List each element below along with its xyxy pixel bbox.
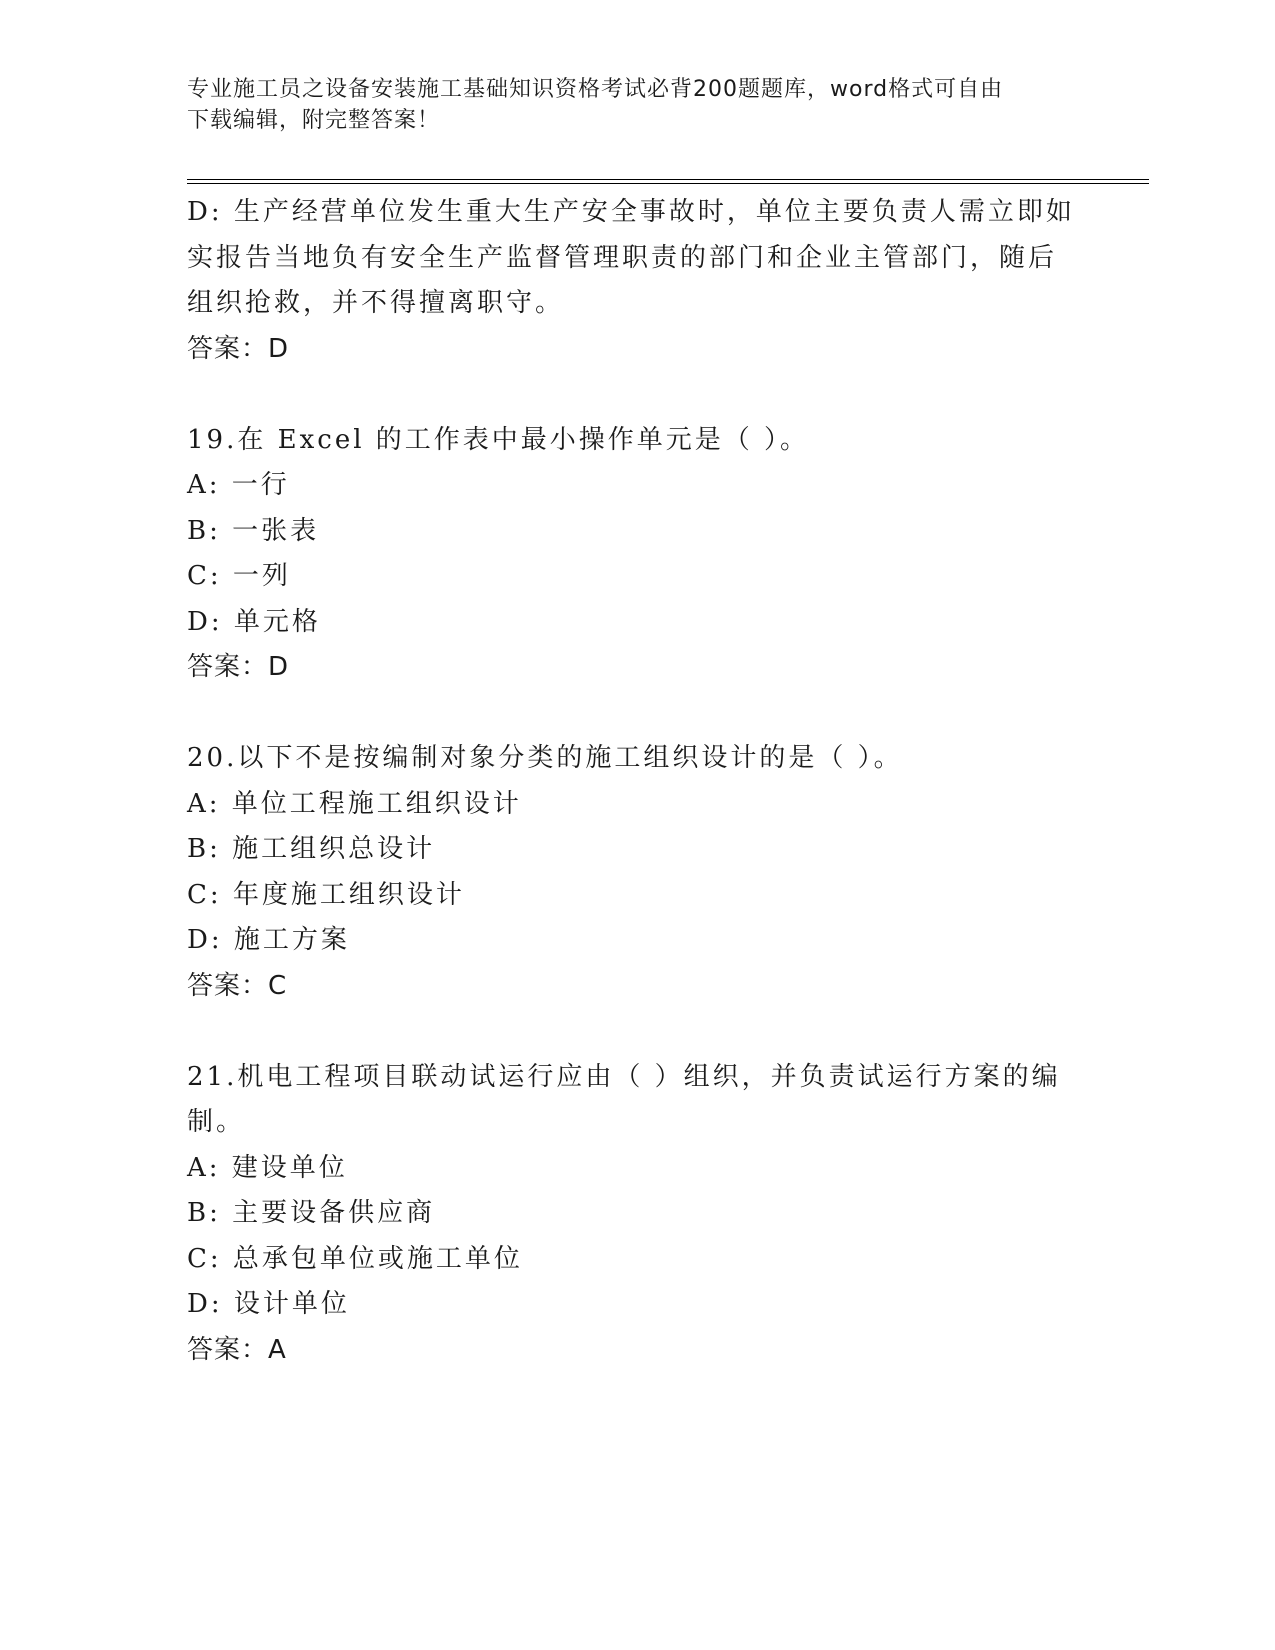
answer-line: 答案：C (187, 970, 288, 1001)
question-stem: 20.以下不是按编制对象分类的施工组织设计的是（ ）。 (187, 743, 903, 773)
answer-line: 答案：D (187, 652, 290, 682)
option-c: C: 总承包单位或施工单位 (187, 1243, 523, 1274)
question-stem: 19.在 Excel 的工作表中最小操作单元是（ ）。 (187, 424, 810, 455)
question-content (187, 190, 1087, 1373)
header-divider-bottom (187, 183, 1149, 184)
question-19 (187, 418, 1087, 691)
option-d-line: D: 生产经营单位发生重大生产安全事故时，单位主要负责人需立即如 (187, 197, 1075, 227)
option-d-line: 实报告当地负有安全生产监督管理职责的部门和企业主管部门，随后 (187, 242, 1058, 273)
option-c: C: 年度施工组织设计 (187, 879, 465, 910)
header-divider-top (187, 179, 1149, 180)
option-d: D: 施工方案 (187, 925, 350, 955)
option-b: B: 一张表 (187, 515, 320, 546)
answer-line: 答案：A (187, 1334, 287, 1365)
prev-question (187, 190, 1087, 372)
question-21 (187, 1055, 1087, 1374)
question-stem-continued: 制。 (187, 1107, 246, 1137)
document-header: 专业施工员之设备安装施工基础知识资格考试必背200题题库，word格式可自由 下载编辑，附完整答案！ (187, 77, 1004, 133)
option-a: A: 一行 (187, 470, 290, 500)
question-stem: 21.机电工程项目联动试运行应由（ ）组织，并负责试运行方案的编 (187, 1061, 1061, 1092)
option-d-line: 组织抢救，并不得擅离职守。 (187, 288, 565, 318)
option-b: B: 施工组织总设计 (187, 834, 436, 864)
option-c: C: 一列 (187, 561, 291, 591)
option-d: D: 单元格 (187, 606, 321, 637)
option-d: D: 设计单位 (187, 1289, 350, 1319)
option-a: A: 建设单位 (187, 1152, 348, 1183)
option-a: A: 单位工程施工组织设计 (187, 788, 522, 819)
answer-line: 答案：D (187, 333, 290, 364)
option-b: B: 主要设备供应商 (187, 1198, 436, 1228)
question-20 (187, 736, 1087, 1009)
